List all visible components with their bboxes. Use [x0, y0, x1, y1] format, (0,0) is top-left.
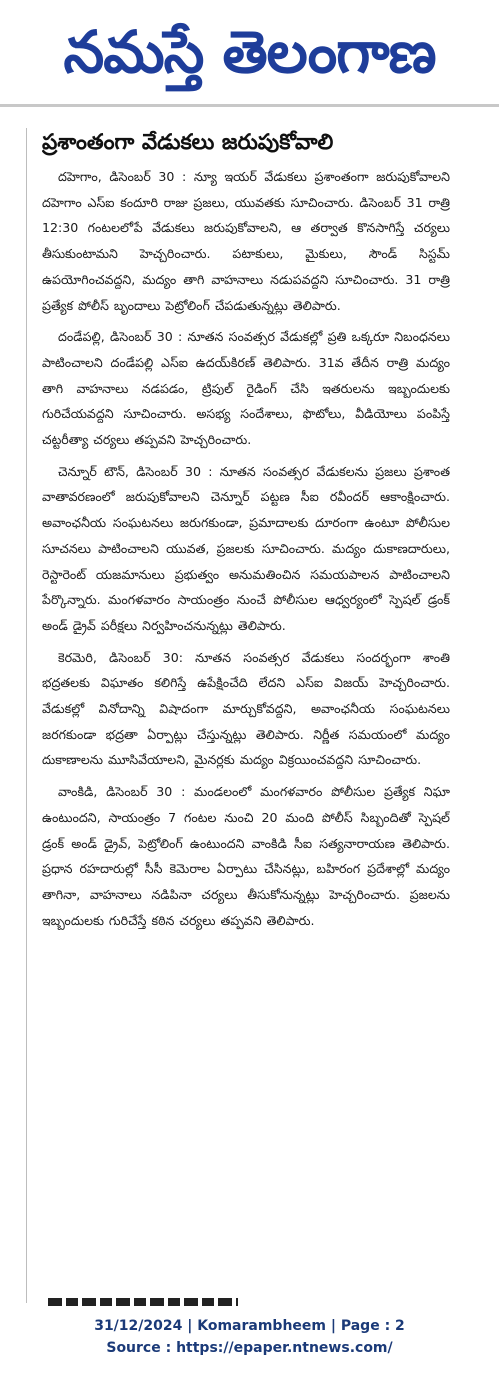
masthead [0, 0, 499, 104]
page-footer [0, 1315, 499, 1375]
cropped-next-headline [48, 1296, 238, 1308]
masthead-divider [0, 104, 499, 107]
news-article [42, 128, 450, 1303]
column-rule [26, 128, 27, 1303]
article-paragraph-dandepalli: దండేపల్లి, డిసెంబర్ 30 : నూతన సంవత్సర వేడుకల్లో ప్రతి ఒక్కరూ నిబంధనలు పాటించాలని దండేపల్లి ఎస్ఐ ఉదయ్‌కిరణ్ తెలిపారు. 31వ తేదీన రాత్రి మద్యం తాగి వాహనాలు నడపడం, ట్రిపుల్ రైడింగ్ చేసి ఇతరులను ఇబ్బందులకు గురిచేయవద్దని సూచించారు. అసభ్య సందేశాలు, ఫొటోలు, వీడియోలు పంపిస్తే చట్టరీత్యా చర్యలు తప్పవని హెచ్చరించారు. [42, 329, 450, 448]
article-paragraph-kerameri: కెరమెరి, డిసెంబర్ 30: నూతన సంవత్సర వేడుకలు సందర్భంగా శాంతి భద్రతలకు విఘాతం కలిగిస్తే ఉపేక్షించేది లేదని ఎస్ఐ విజయ్ హెచ్చరించారు. వేడుకల్లో వినోదాన్ని విషాదంగా మార్చుకోవద్దని, అవాంఛనీయ సంఘటనలు జరగకుండా భద్రతా ఏర్పాట్లు చేస్తున్నట్లు తెలిపారు. నిర్ణీత సమయంలో మద్యం దుకాణాలను మూసివేయాలని, మైనర్లకు మద్యం విక్రయించవద్దని సూచించారు. [42, 649, 450, 768]
article-paragraph-wankidi: వాంకిడి, డిసెంబర్ 30 : మండలంలో మంగళవారం పోలీసుల ప్రత్యేక నిఘా ఉంటుందని, సాయంత్రం 7 గంటల నుంచి 20 మంది పోలీస్ సిబ్బందితో స్పెషల్ డ్రంక్ అండ్ డ్రైవ్, పెట్రోలింగ్ ఉంటుందని వాంకిడి సీఐ సత్యనారాయణ తెలిపారు. ప్రధాన రహదారుల్లో సీసీ కెమెరాల ఏర్పాటు చేసినట్లు, బహిరంగ ప్రదేశాల్లో మద్యం తాగినా, వాహనాలు నడిపినా చర్యలు తీసుకోనున్నట్లు హెచ్చరించారు. ప్రజలను ఇబ్బందులకు గురిచేస్తే కఠిన చర్యలు తప్పవని తెలిపారు. [42, 784, 450, 928]
footer-source-line: Source : https://epaper.ntnews.com/ [106, 1340, 393, 1356]
newspaper-logo-title: నమస్తే తెలంగాణ [63, 18, 436, 86]
article-paragraph-dahegam: దహెగాం, డిసెంబర్ 30 : న్యూ ఇయర్ వేడుకలు ప్రశాంతంగా జరుపుకోవాలని దహెగాం ఎస్ఐ కందూరి రాజు ప్రజలు, యువతకు సూచించారు. డిసెంబర్ 31 రాత్రి 12:30 గంటలలోపే వేడుకలు జరుపుకోవాలని, ఆ తర్వాత కొనసాగిస్తే చర్యలు తీసుకుంటామని హెచ్చరించారు. పటాకులు, మైకులు, సౌండ్ సిస్టమ్ ఉపయోగించవద్దని, మద్యం తాగి వాహనాలు నడుపవద్దని సూచించారు. 31 రాత్రి ప్రత్యేక పోలీస్ బృందాలు పెట్రోలింగ్ చేపడుతున్నట్లు తెలిపారు. [42, 169, 450, 313]
article-paragraph-chennur: చెన్నూర్ టౌన్, డిసెంబర్ 30 : నూతన సంవత్సర వేడుకలను ప్రజలు ప్రశాంత వాతావరణంలో జరుపుకోవాలని చెన్నూర్ పట్టణ సీఐ రవీందర్ ఆకాంక్షించారు. అవాంఛనీయ సంఘటనలు జరుగకుండా, ప్రమాదాలకు దూరంగా ఉంటూ పోలీసుల సూచనలు పాటించాలని యువత, ప్రజలకు సూచించారు. మద్యం దుకాణదారులు, రెస్టారెంట్ యజమానులు ప్రభుత్వం అనుమతించిన సమయపాలన పాటించాలని పేర్కొన్నారు. మంగళవారం సాయంత్రం నుంచే పోలీసుల ఆధ్వర్యంలో స్పెషల్ డ్రంక్ అండ్ డ్రైవ్ పరీక్షలు నిర్వహించనున్నట్లు తెలిపారు. [42, 463, 450, 633]
article-headline: ప్రశాంతంగా వేడుకలు జరుపుకోవాలి [42, 130, 334, 155]
footer-edition-line: 31/12/2024 | Komarambheem | Page : 2 [94, 1318, 405, 1334]
